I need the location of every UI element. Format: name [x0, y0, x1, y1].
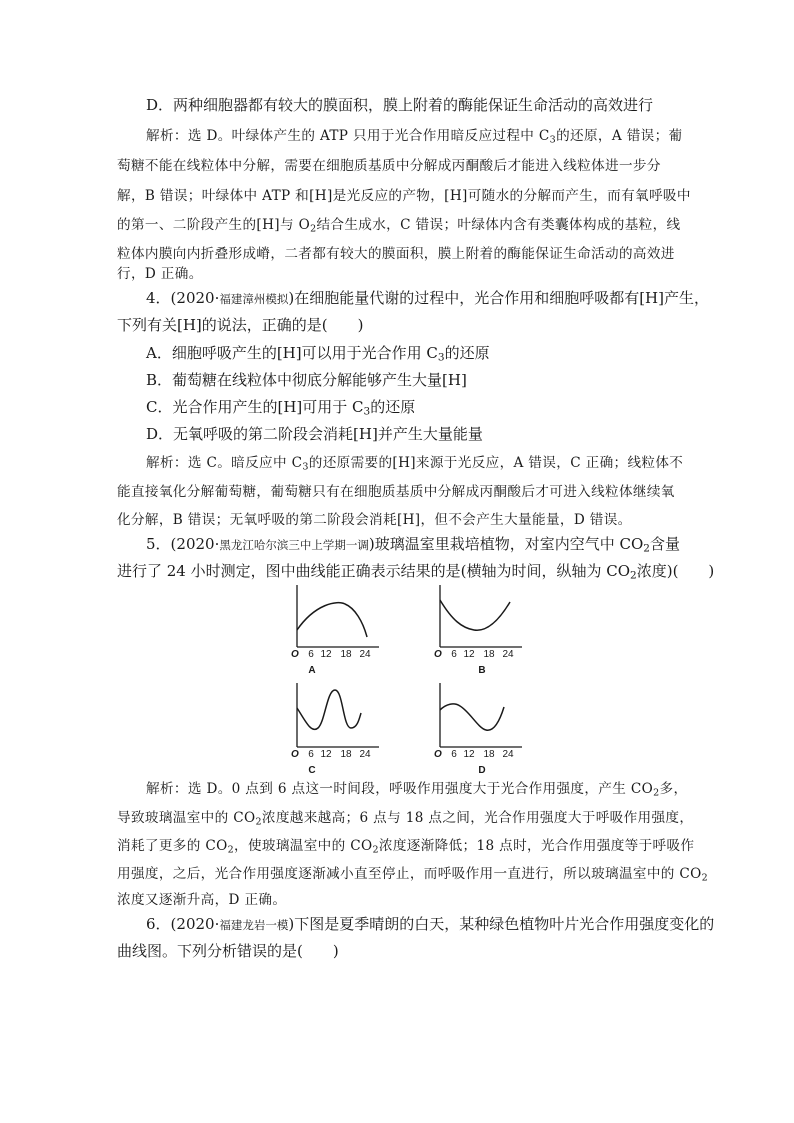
graph-b-label: B	[478, 665, 486, 676]
q4-option-b: B．葡萄糖在线粒体中彻底分解能够产生大量[H]	[146, 371, 467, 389]
graph-d-tick-12: 12	[463, 749, 475, 760]
q5-analysis-line-2: 导致玻璃温室中的 $CO_2$浓度越来越高；6 点与 18 点之间，光合作用强度大于呼吸作用强度，	[117, 810, 694, 828]
graph-a-curve	[297, 603, 367, 637]
graph-a-tick-18: 18	[340, 649, 352, 660]
graph-c-tick-24: 24	[359, 749, 371, 760]
graph-a-tick-12: 12	[320, 649, 332, 660]
graph-a	[285, 582, 395, 678]
graph-b-tick-24: 24	[502, 649, 514, 660]
graph-a-tick-6: 6	[308, 649, 314, 660]
q5-stem-line-1: 5．(2020·黑龙江哈尔滨三中上学期一调)玻璃温室里栽培植物，对室内空气中 $CO_2$含量	[146, 535, 680, 555]
q4-option-d: D．无氧呼吸的第二阶段会消耗[H]并产生大量能量	[146, 425, 483, 443]
graph-d-tick-6: 6	[451, 749, 457, 760]
graph-d-curve	[440, 704, 504, 730]
q3-analysis-line-1: 解析：选 D。叶绿体产生的 ATP 只用于光合作用暗反应过程中 $C_3$的还原，A 错误；葡	[146, 128, 683, 146]
q4-analysis-line-2: 能直接氧化分解葡萄糖，葡萄糖只有在细胞质基质中分解成丙酮酸后才可进入线粒体继续氧	[117, 484, 675, 500]
q3-analysis-line-5: 粒体内膜向内折叠形成嵴，二者都有较大的膜面积，膜上附着的酶能保证生命活动的高效进	[117, 246, 675, 262]
graph-b-tick-6: 6	[451, 649, 457, 660]
graph-d-label: D	[478, 765, 486, 776]
graph-c-tick-18: 18	[340, 749, 352, 760]
graph-b-curve	[440, 600, 510, 630]
graph-d	[428, 680, 538, 776]
graph-c-origin: O	[291, 749, 299, 760]
graph-a-origin: O	[291, 649, 299, 660]
q4-source: 福建漳州模拟	[219, 292, 289, 306]
q4-analysis-line-3: 化分解，B 错误；无氧呼吸的第二阶段会消耗[H]，但不会产生大量能量，D 错误。	[117, 512, 632, 528]
q4-analysis-line-1: 解析：选 C。暗反应中 $C_3$的还原需要的[H]来源于光反应，A 错误，C 正确；线粒体不	[146, 455, 684, 473]
graph-a-tick-24: 24	[359, 649, 371, 660]
graph-d-origin: O	[434, 749, 442, 760]
graph-b-tick-12: 12	[463, 649, 475, 660]
q3-analysis-line-2: 萄糖不能在线粒体中分解，需要在细胞质基质中分解成丙酮酸后才能进入线粒体进一步分	[117, 158, 661, 174]
q6-stem-line-1: 6．(2020·福建龙岩一模)下图是夏季晴朗的白天，某种绿色植物叶片光合作用强度变化的	[146, 915, 715, 933]
q3-option-d: D．两种细胞器都有较大的膜面积，膜上附着的酶能保证生命活动的高效进行	[146, 96, 654, 114]
q3-analysis-line-3: 解，B 错误；叶绿体中 ATP 和[H]是光反应的产物，[H]可随水的分解而产生，而有氧呼吸中	[117, 188, 691, 204]
graph-c-curve	[297, 690, 361, 729]
q5-analysis-line-4: 用强度，之后，光合作用强度逐渐减小直至停止，而呼吸作用一直进行，所以玻璃温室中的 $CO_2$	[117, 866, 709, 884]
q4-stem-line-2: 下列有关[H]的说法，正确的是( )	[117, 316, 364, 334]
q5-analysis-line-3: 消耗了更多的 $CO_2$，使玻璃温室中的 $CO_2$浓度逐渐降低；18 点时，光合作用强度等于呼吸作	[117, 838, 695, 856]
graph-b-tick-18: 18	[483, 649, 495, 660]
q6-source: 福建龙岩一模	[219, 918, 289, 932]
graph-b-origin: O	[434, 649, 442, 660]
q3-analysis-line-6: 行，D 正确。	[117, 266, 203, 282]
q3-analysis-line-4: 的第一、二阶段产生的[H]与 $O_2$结合生成水，C 错误；叶绿体内含有类囊体构成的基粒，线	[117, 217, 681, 235]
q5-analysis-line-5: 浓度又逐渐升高，D 正确。	[117, 892, 287, 908]
graph-c-label: C	[308, 765, 316, 776]
q5-source: 黑龙江哈尔滨三中上学期一调	[219, 538, 369, 552]
graph-c	[285, 680, 395, 776]
graph-c-tick-6: 6	[308, 749, 314, 760]
graph-d-tick-24: 24	[502, 749, 514, 760]
graph-b	[428, 582, 538, 678]
q4-option-c: C．光合作用产生的[H]可用于 $C_3$的还原	[146, 398, 416, 418]
graph-c-tick-12: 12	[320, 749, 332, 760]
q4-stem-line-1: 4．(2020·福建漳州模拟)在细胞能量代谢的过程中，光合作用和细胞呼吸都有[H]产生，	[146, 289, 709, 307]
q5-stem-line-2: 进行了 24 小时测定，图中曲线能正确表示结果的是(横轴为时间，纵轴为 $CO_2$浓度)( )	[117, 562, 715, 582]
graph-d-tick-18: 18	[483, 749, 495, 760]
q6-stem-line-2: 曲线图。下列分析错误的是( )	[117, 942, 339, 960]
q4-option-a: A．细胞呼吸产生的[H]可以用于光合作用 $C_3$的还原	[146, 344, 490, 364]
graph-a-label: A	[308, 665, 316, 676]
q5-analysis-line-1: 解析：选 D。0 点到 6 点这一时间段，呼吸作用强度大于光合作用强度，产生 $CO_2$多，	[146, 781, 688, 799]
